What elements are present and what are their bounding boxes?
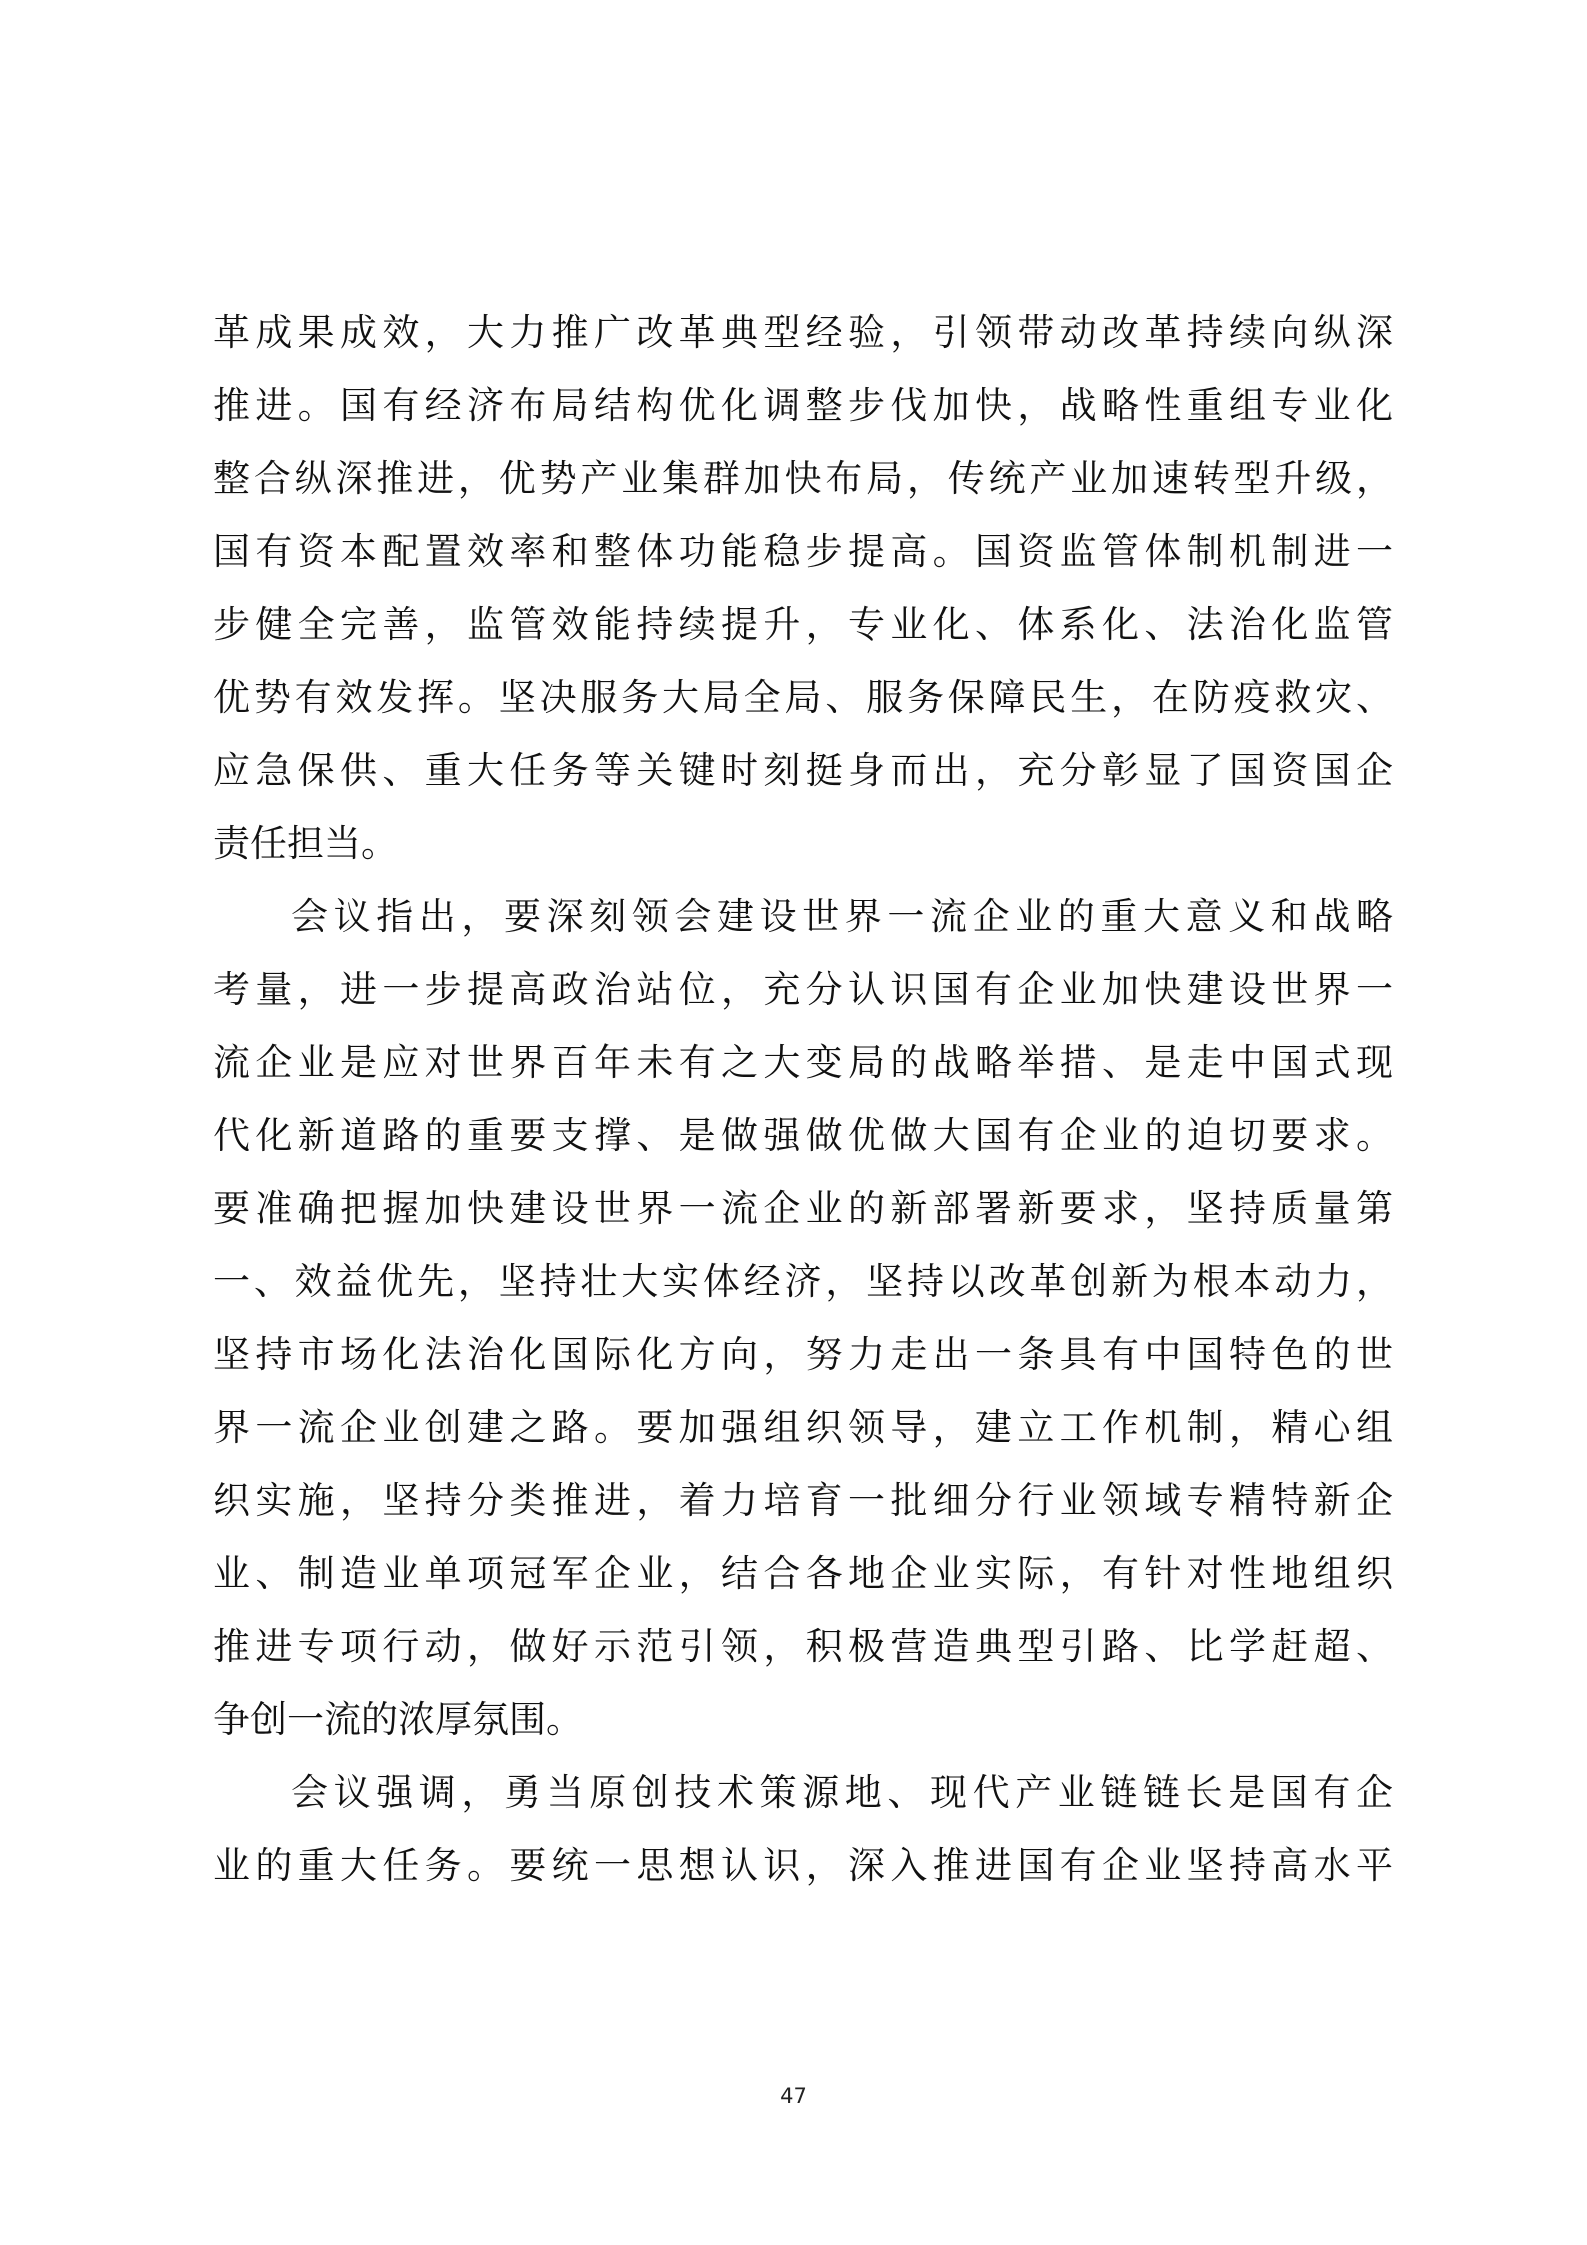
text-line: 业、制造业单项冠军企业，结合各地企业实际，有针对性地组织 <box>213 1552 1393 1595</box>
text-line: 整合纵深推进，优势产业集群加快布局，传统产业加速转型升级， <box>213 457 1393 500</box>
text-line: 会议强调，勇当原创技术策源地、现代产业链链长是国有企 <box>291 1771 1393 1814</box>
paragraph-3 <box>213 1756 1393 1902</box>
text-line: 推进。国有经济布局结构优化调整步伐加快，战略性重组专业化 <box>213 384 1393 427</box>
text-line: 界一流企业创建之路。要加强组织领导，建立工作机制，精心组 <box>213 1406 1393 1449</box>
text-line: 要准确把握加快建设世界一流企业的新部署新要求，坚持质量第 <box>213 1187 1393 1230</box>
text-line: 国有资本配置效率和整体功能稳步提高。国资监管体制机制进一 <box>213 530 1393 573</box>
text-line: 争创一流的浓厚氛围。 <box>213 1698 583 1741</box>
paragraph-1 <box>213 296 1393 880</box>
text-line: 优势有效发挥。坚决服务大局全局、服务保障民生，在防疫救灾、 <box>213 676 1393 719</box>
text-line: 一、效益优先，坚持壮大实体经济，坚持以改革创新为根本动力， <box>213 1260 1393 1303</box>
body-text <box>213 296 1393 1902</box>
text-line: 责任担当。 <box>213 822 398 865</box>
text-line: 应急保供、重大任务等关键时刻挺身而出，充分彰显了国资国企 <box>213 749 1393 792</box>
text-line: 考量，进一步提高政治站位，充分认识国有企业加快建设世界一 <box>213 968 1393 1011</box>
text-line: 坚持市场化法治化国际化方向，努力走出一条具有中国特色的世 <box>213 1333 1393 1376</box>
text-line: 推进专项行动，做好示范引领，积极营造典型引路、比学赶超、 <box>213 1625 1393 1668</box>
text-line: 代化新道路的重要支撑、是做强做优做大国有企业的迫切要求。 <box>213 1114 1393 1157</box>
text-line: 业的重大任务。要统一思想认识，深入推进国有企业坚持高水平 <box>213 1844 1393 1887</box>
text-line: 流企业是应对世界百年未有之大变局的战略举措、是走中国式现 <box>213 1041 1393 1084</box>
text-line: 会议指出，要深刻领会建设世界一流企业的重大意义和战略 <box>291 895 1393 938</box>
text-line: 织实施，坚持分类推进，着力培育一批细分行业领域专精特新企 <box>213 1479 1393 1522</box>
text-line: 步健全完善，监管效能持续提升，专业化、体系化、法治化监管 <box>213 603 1393 646</box>
page-number: 47 <box>780 2084 807 2108</box>
paragraph-2 <box>213 880 1393 1756</box>
text-line: 革成果成效，大力推广改革典型经验，引领带动改革持续向纵深 <box>213 311 1393 354</box>
